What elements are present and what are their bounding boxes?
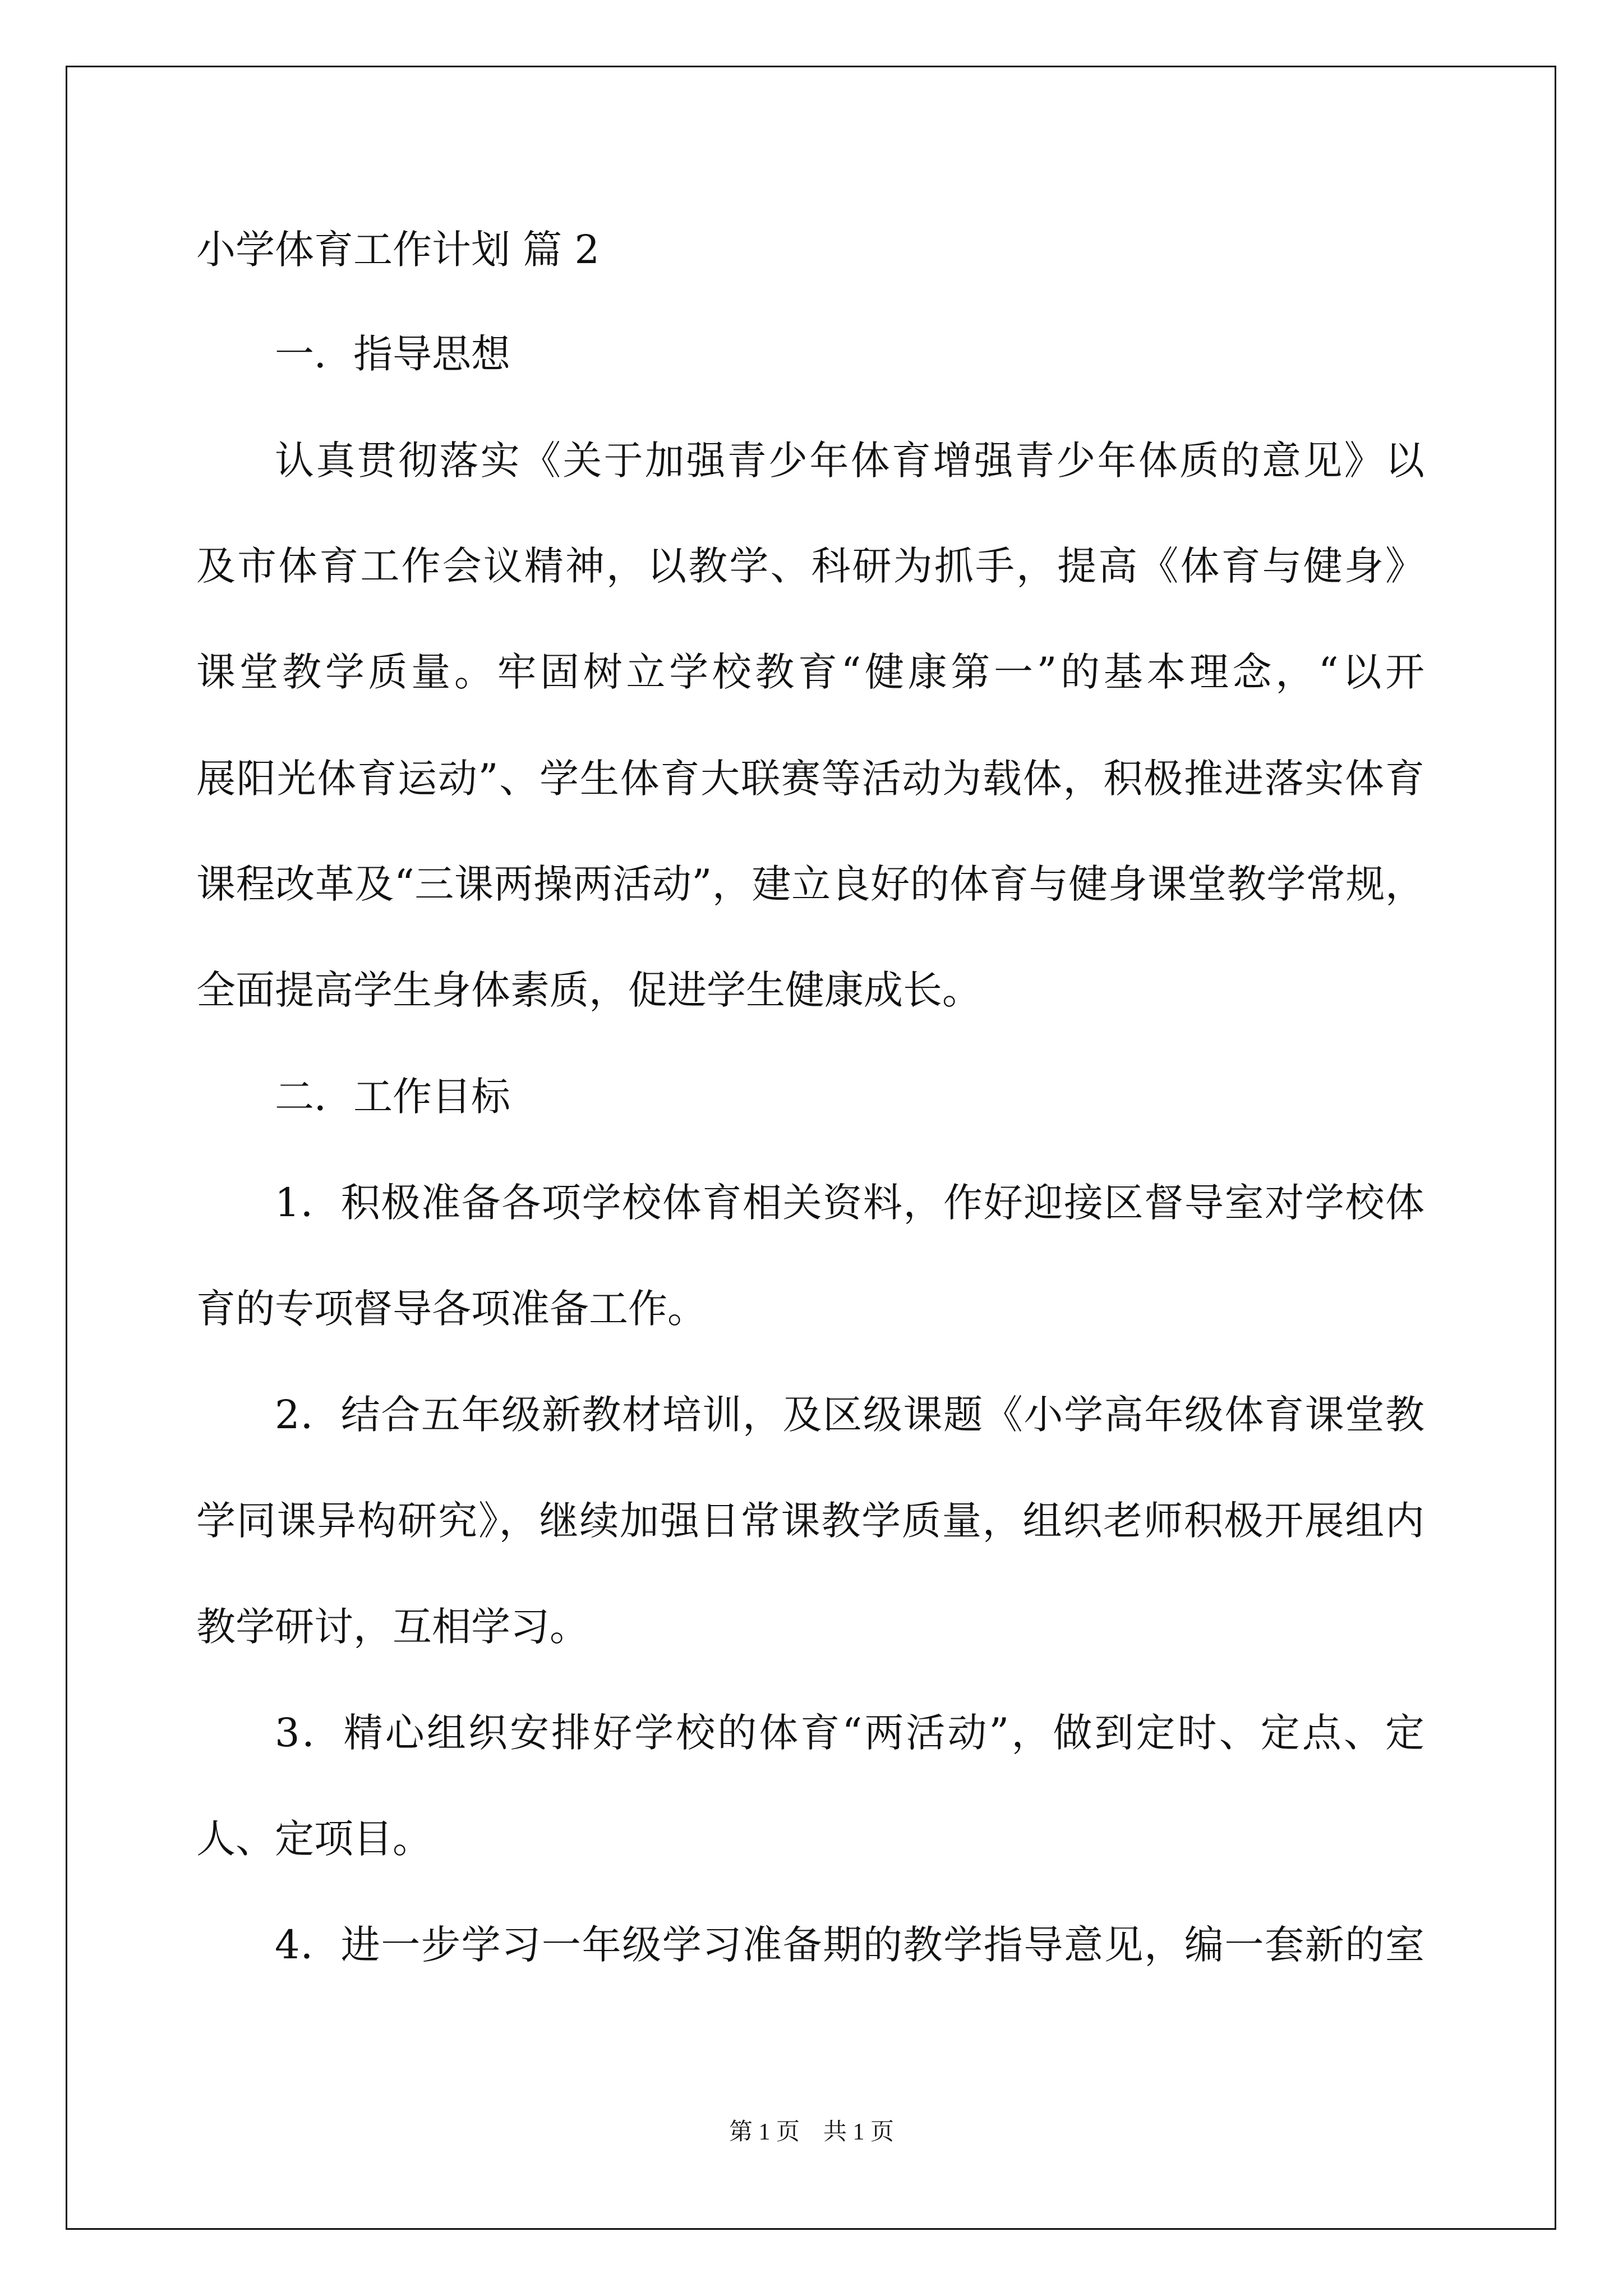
heading-guiding-ideology: 一．指导思想 [275, 331, 510, 377]
list-item-line: 1．积极准备各项学校体育相关资料，作好迎接区督导室对学校体 [275, 1180, 1424, 1226]
paragraph-line: 课程改革及“三课两操两活动”，建立良好的体育与健身课堂教学常规， [196, 861, 1424, 907]
page-number: 第 1 页 共 1 页 [728, 2119, 894, 2145]
heading-work-goals: 二．工作目标 [275, 1074, 510, 1120]
list-item-line: 教学研讨，互相学习。 [196, 1604, 589, 1650]
paragraph-line: 全面提高学生身体素质，促进学生健康成长。 [196, 967, 981, 1013]
paragraph-line: 认真贯彻落实《关于加强青少年体育增强青少年体质的意见》以 [275, 438, 1424, 484]
paragraph-line: 展阳光体育运动”、学生体育大联赛等活动为载体，积极推进落实体育 [196, 756, 1424, 802]
list-item-line: 学同课异构研究》，继续加强日常课教学质量，组织老师积极开展组内 [196, 1498, 1424, 1544]
page-border [66, 66, 1556, 2230]
list-item-line: 2．结合五年级新教材培训，及区级课题《小学高年级体育课堂教 [275, 1392, 1424, 1438]
list-item-line: 3．精心组织安排好学校的体育“两活动”，做到定时、定点、定 [275, 1710, 1424, 1756]
document-title: 小学体育工作计划 篇 2 [196, 227, 600, 273]
list-item-line: 4．进一步学习一年级学习准备期的教学指导意见，编一套新的室 [275, 1922, 1424, 1968]
paragraph-line: 及市体育工作会议精神，以教学、科研为抓手，提高《体育与健身》 [196, 543, 1424, 589]
list-item-line: 人、定项目。 [196, 1816, 432, 1862]
list-item-line: 育的专项督导各项准备工作。 [196, 1286, 707, 1332]
paragraph-line: 课堂教学质量。牢固树立学校教育“健康第一”的基本理念，“以开 [196, 649, 1424, 695]
